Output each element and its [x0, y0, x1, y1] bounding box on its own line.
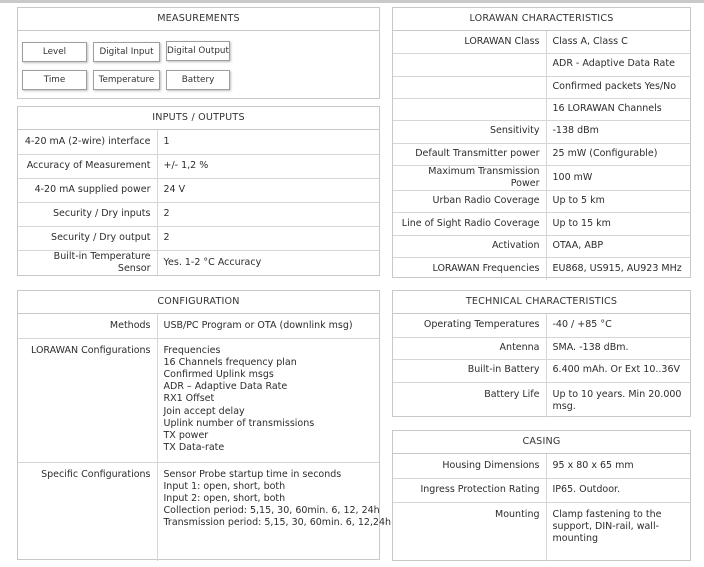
row-label: Sensitivity: [393, 120, 546, 143]
value-line: mounting: [552, 532, 599, 544]
table-row: [393, 120, 690, 143]
table-row: [393, 382, 690, 417]
configuration-title: CONFIGURATION: [18, 291, 379, 314]
lorawan-characteristics-table: [393, 31, 690, 280]
row-value: USB/PC Program or OTA (downlink msg): [163, 319, 353, 331]
casing-panel: [392, 430, 691, 561]
row-value: Yes. 1-2 °C Accuracy: [157, 250, 379, 275]
table-row: [393, 502, 690, 561]
table-row: [393, 257, 690, 280]
row-label: Antenna: [393, 337, 546, 359]
value-line: Clamp fastening to the: [552, 508, 662, 520]
measure-digital-input-button[interactable]: Digital Input: [93, 42, 160, 62]
table-row: [393, 53, 690, 76]
row-value: Up to 15 km: [546, 212, 690, 235]
table-row: [393, 31, 690, 53]
table-row: [393, 190, 690, 212]
row-value: 16 LORAWAN Channels: [546, 98, 690, 120]
row-label: Accuracy of Measurement: [18, 154, 157, 178]
row-label: LORAWAN Frequencies: [393, 257, 546, 280]
list-item: Confirmed Uplink msgs: [163, 368, 274, 380]
list-item: Sensor Probe startup time in seconds: [163, 468, 342, 480]
row-label: Security / Dry inputs: [18, 202, 157, 226]
measure-digital-output-button[interactable]: Digital Output: [166, 41, 230, 61]
measure-battery-button[interactable]: Battery: [166, 70, 230, 90]
list-item: Join accept delay: [163, 405, 245, 417]
table-row: [393, 98, 690, 120]
measure-time-button[interactable]: Time: [22, 70, 87, 90]
table-row: [18, 462, 379, 561]
measurements-title: MEASUREMENTS: [18, 8, 379, 31]
lorawan-config-list: [157, 338, 379, 462]
technical-characteristics-table: [393, 314, 690, 417]
list-item: Collection period: 5,15, 30, 60min. 6, 12, 24h: [163, 505, 380, 517]
measure-level-button[interactable]: Level: [22, 42, 87, 62]
list-item: RX1 Offset: [163, 393, 215, 405]
technical-characteristics-panel: [392, 290, 691, 417]
list-item: Transmission period: 5,15, 30, 60min. 6, 12,24h: [163, 517, 392, 529]
table-row: [393, 359, 690, 382]
mounting-value: [546, 502, 690, 561]
row-label: Housing Dimensions: [393, 454, 546, 478]
table-row: [393, 478, 690, 502]
row-label: LORAWAN Configurations: [18, 338, 157, 462]
row-label: Security / Dry output: [18, 226, 157, 250]
row-label: Methods: [18, 314, 157, 338]
technical-characteristics-title: TECHNICAL CHARACTERISTICS: [393, 291, 690, 314]
top-border: [0, 0, 704, 3]
inputs-outputs-panel: [17, 106, 380, 276]
specific-config-list: [157, 462, 392, 561]
row-value: 100 mW: [546, 165, 690, 190]
row-label: LORAWAN Class: [393, 31, 546, 53]
value-line: support, DIN-rail, wall-: [552, 520, 660, 532]
row-value: EU868, US915, AU923 MHz: [546, 257, 690, 280]
value-line: Up to 10 years. Min 20.000: [552, 388, 682, 400]
row-label: Default Transmitter power: [393, 143, 546, 165]
casing-title: CASING: [393, 431, 690, 454]
lorawan-characteristics-title: LORAWAN CHARACTERISTICS: [393, 8, 690, 31]
row-label: Built-in Battery: [393, 359, 546, 382]
row-value: Up to 5 km: [546, 190, 690, 212]
row-label: 4-20 mA (2-wire) interface: [18, 130, 157, 154]
configuration-panel: [17, 290, 392, 560]
row-label: 4-20 mA supplied power: [18, 178, 157, 202]
table-row: [393, 76, 690, 98]
table-row: [393, 143, 690, 165]
table-row: [393, 454, 690, 478]
row-label: Activation: [393, 235, 546, 257]
row-value: 2: [157, 226, 379, 250]
measure-temperature-button[interactable]: Temperature: [93, 70, 160, 90]
lorawan-characteristics-panel: [392, 7, 691, 278]
list-item: TX Data-rate: [163, 442, 225, 454]
battery-life-value: [546, 382, 690, 417]
measurements-panel: [17, 7, 380, 99]
table-row: [18, 130, 379, 154]
row-label: Operating Temperatures: [393, 314, 546, 337]
configuration-table: [18, 314, 392, 561]
table-row: [18, 226, 379, 250]
table-row: [393, 165, 690, 190]
row-value: 25 mW (Configurable): [546, 143, 690, 165]
casing-table: [393, 454, 690, 561]
table-row: [393, 212, 690, 235]
row-label: Ingress Protection Rating: [393, 478, 546, 502]
table-row: [18, 178, 379, 202]
row-value: IP65. Outdoor.: [546, 478, 690, 502]
row-value: 95 x 80 x 65 mm: [552, 459, 634, 471]
row-value: -40 / +85 °C: [552, 319, 612, 331]
row-value: 6.400 mAh. Or Ext 10..36V: [546, 359, 690, 382]
list-item: Uplink number of transmissions: [163, 417, 315, 429]
row-label: Mounting: [393, 502, 546, 561]
table-row: [18, 338, 379, 462]
row-label: Built-in Temperature Sensor: [18, 250, 157, 275]
table-row: [18, 202, 379, 226]
row-label: Maximum Transmission Power: [393, 165, 546, 190]
row-label: Specific Configurations: [18, 462, 157, 561]
row-label: Line of Sight Radio Coverage: [393, 212, 546, 235]
inputs-outputs-title: INPUTS / OUTPUTS: [18, 107, 379, 130]
list-item: 16 Channels frequency plan: [163, 356, 297, 368]
value-line: msg.: [552, 400, 576, 412]
row-value: 2: [157, 202, 379, 226]
list-item: Input 2: open, short, both: [163, 492, 286, 504]
table-row: [18, 314, 379, 338]
table-row: [393, 337, 690, 359]
list-item: ADR – Adaptive Data Rate: [163, 381, 288, 393]
row-value: +/- 1,2 %: [157, 154, 379, 178]
list-item: Frequencies: [163, 344, 221, 356]
table-row: [18, 250, 379, 275]
row-label: Urban Radio Coverage: [393, 190, 546, 212]
list-item: Input 1: open, short, both: [163, 480, 286, 492]
row-value: Class A, Class C: [552, 35, 628, 47]
inputs-outputs-table: [18, 130, 379, 275]
list-item: TX power: [163, 429, 209, 441]
row-value: SMA. -138 dBm.: [546, 337, 690, 359]
row-value: OTAA, ABP: [546, 235, 690, 257]
table-row: [393, 314, 690, 337]
table-row: [18, 154, 379, 178]
row-value: -138 dBm: [546, 120, 690, 143]
table-row: [393, 235, 690, 257]
row-label: Battery Life: [393, 382, 546, 417]
row-value: 24 V: [157, 178, 379, 202]
row-value: ADR - Adaptive Data Rate: [546, 53, 690, 76]
row-value: Confirmed packets Yes/No: [546, 76, 690, 98]
row-value: 1: [163, 135, 170, 147]
